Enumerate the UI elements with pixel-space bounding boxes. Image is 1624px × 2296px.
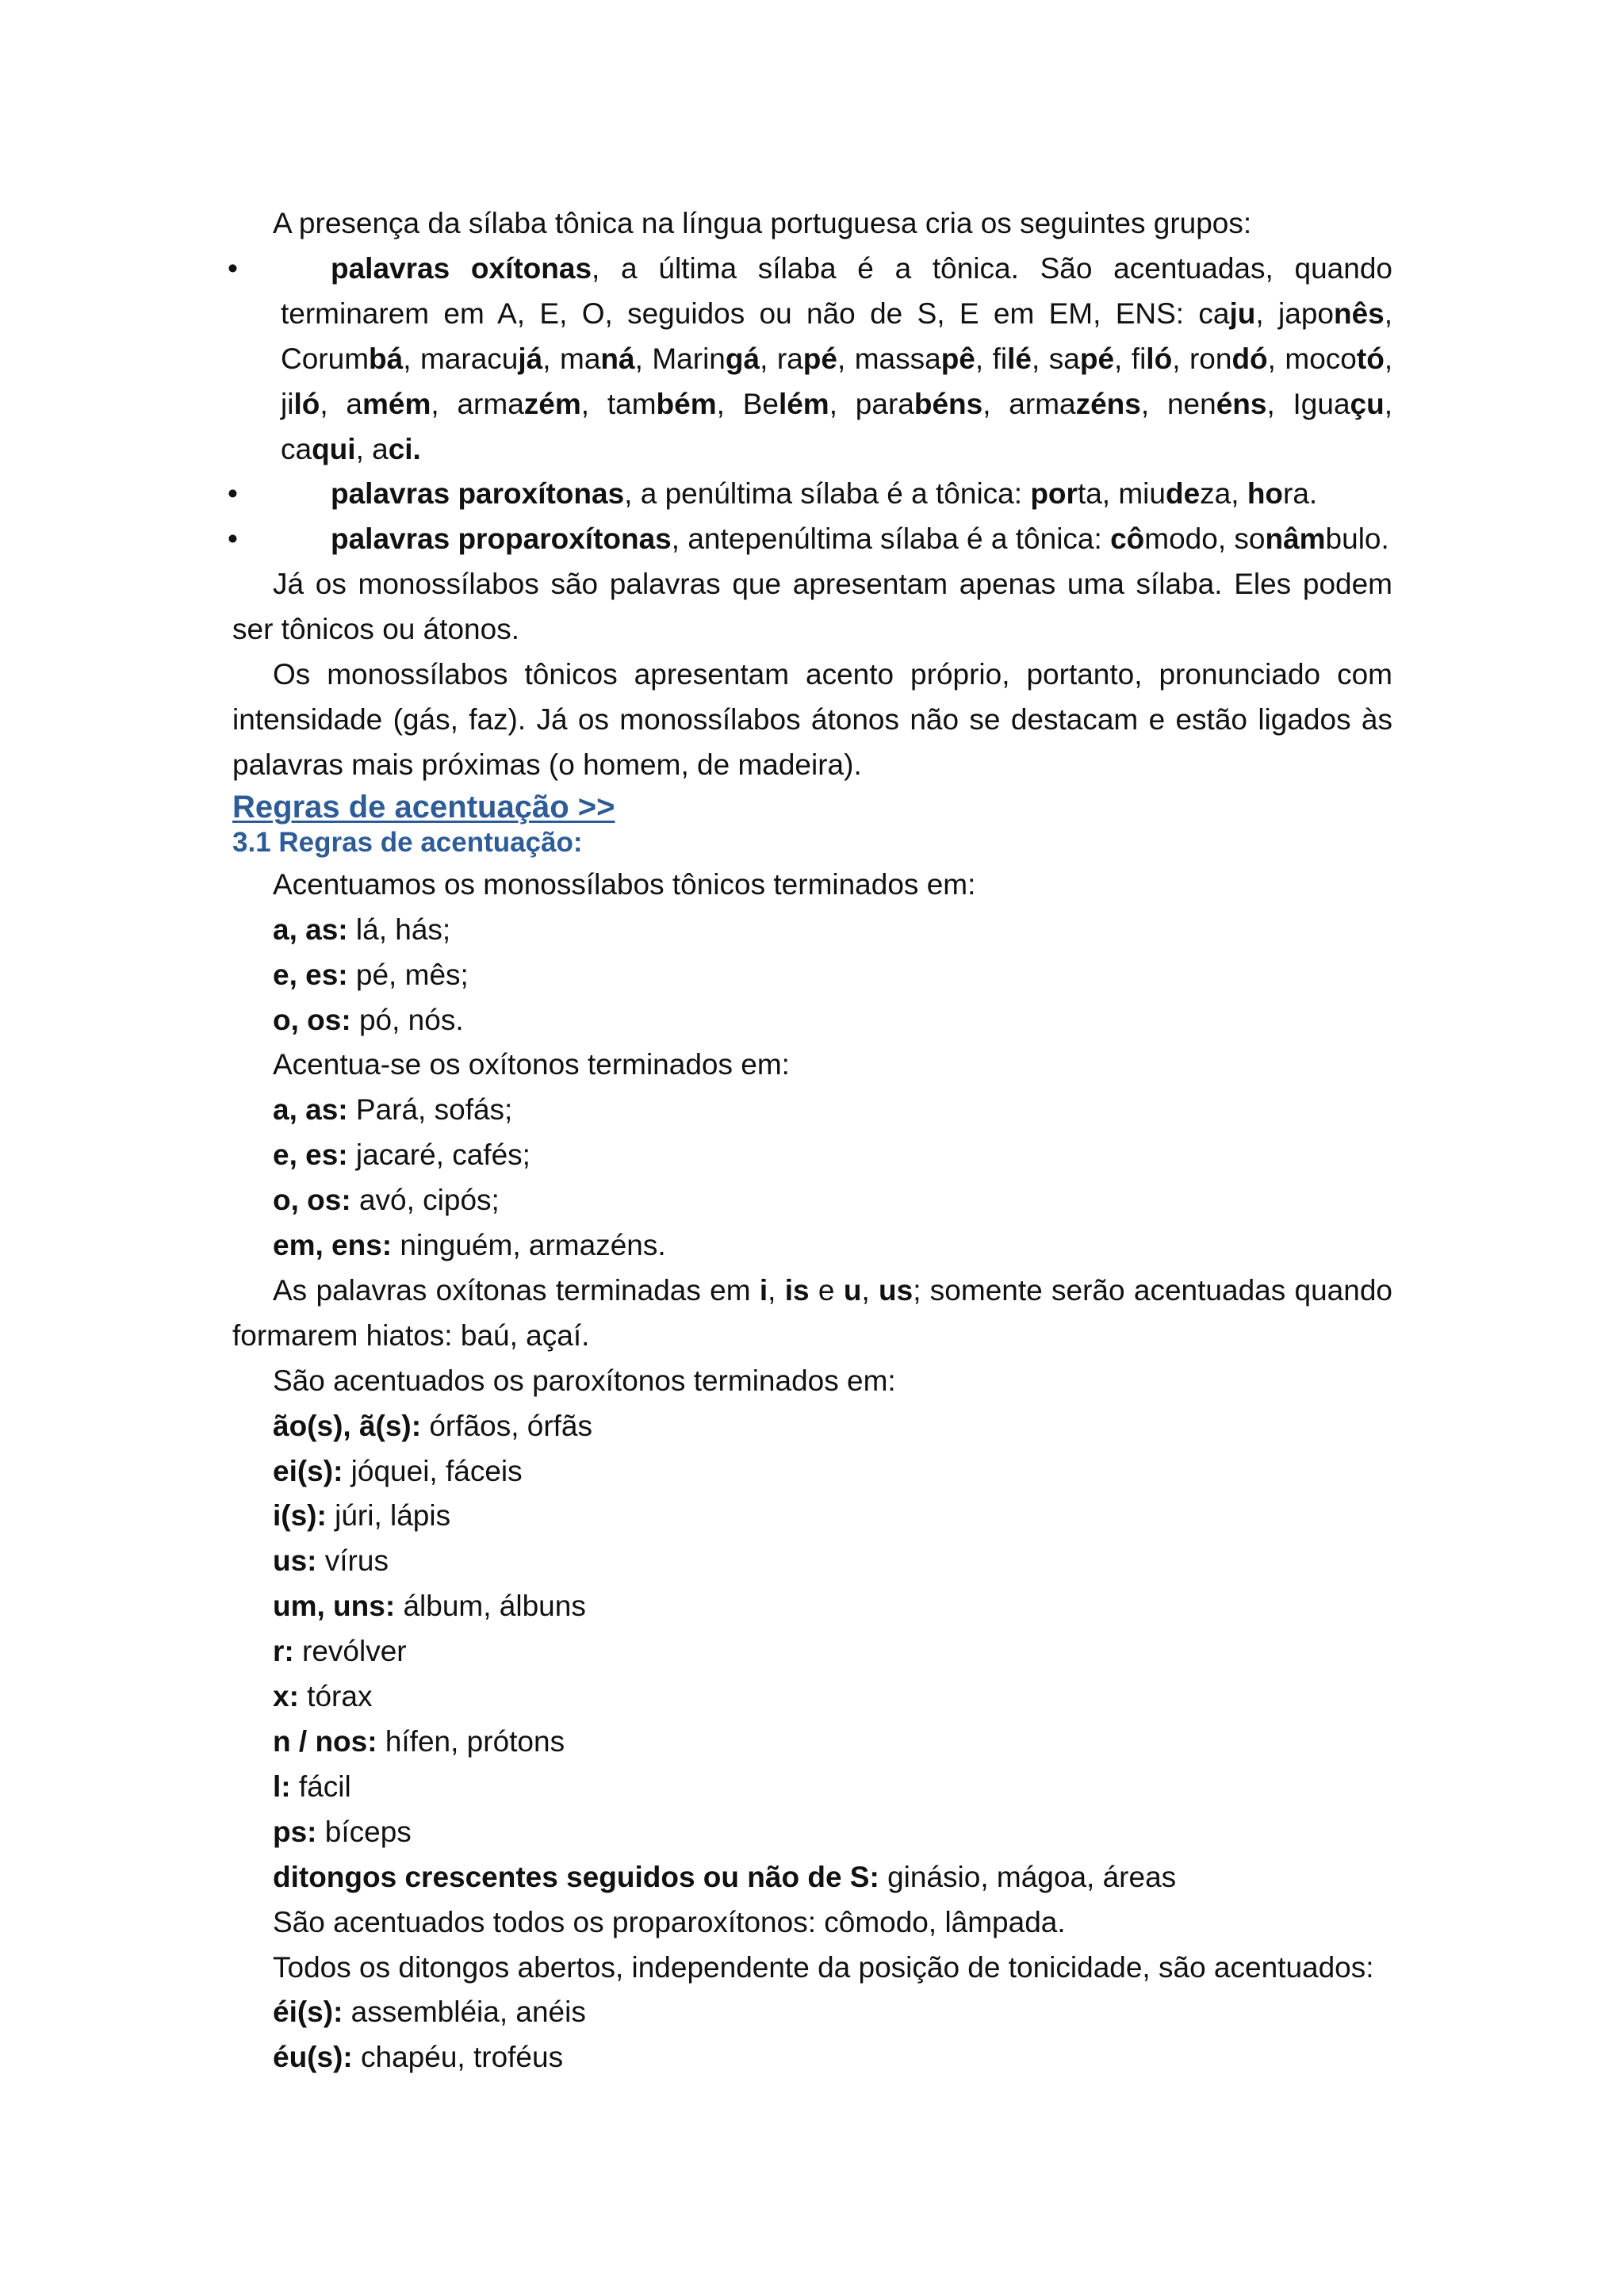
stressed-syllable: dó <box>1231 342 1268 375</box>
mono-intro: Acentuamos os monossílabos tônicos terminados em: <box>273 867 976 901</box>
example-word <box>281 433 356 465</box>
syllable: ca <box>281 432 312 465</box>
rule-examples: vírus <box>316 1544 389 1578</box>
rule-label: o, os: <box>273 1184 351 1217</box>
rule-line <box>232 1539 1392 1584</box>
rule-label: ei(s): <box>273 1454 343 1487</box>
stressed-syllable: zém <box>523 387 581 420</box>
syllable: miu <box>1118 477 1166 511</box>
rule-label: éu(s): <box>273 2041 353 2074</box>
syllable: maracu <box>419 342 519 375</box>
rule-line <box>232 1855 1392 1900</box>
ditongos-intro: Todos os ditongos abertos, independente da posição de tonicidade, são acentuados: <box>273 1950 1374 1984</box>
stressed-syllable: mém <box>362 387 431 420</box>
example-word <box>1247 477 1317 510</box>
syllable: arma <box>1009 387 1076 420</box>
example-word <box>993 342 1032 375</box>
rule-line <box>232 1629 1392 1674</box>
stressed-syllable: ná <box>600 342 635 375</box>
example-word <box>1198 297 1255 330</box>
rule-label: ão(s), ã(s): <box>273 1409 422 1442</box>
syllable: ji <box>281 387 294 420</box>
syllable: tam <box>607 387 657 420</box>
rule-examples: jacaré, cafés; <box>347 1138 530 1172</box>
monossilabos-tonicos-paragraph: Os monossílabos tônicos apresentam acento próprio, portanto, pronunciado com intensidade (gás, faz). Já os monossílabos átonos não se destacam e estão ligados às palavras mais próximas (o homem, de madeira). <box>232 658 1392 781</box>
example-word <box>372 433 421 465</box>
hiatos-paragraph <box>232 1269 1392 1359</box>
syllable: arma <box>457 387 524 420</box>
syllable: nen <box>1166 387 1216 420</box>
stressed-syllable: bá <box>369 342 404 375</box>
intro-paragraph: A presença da sílaba tônica na língua portuguesa cria os seguintes grupos: <box>273 207 1252 239</box>
rule-label: um, uns: <box>273 1590 396 1623</box>
bullet-icon: • <box>228 477 238 511</box>
rule-examples: avó, cipós; <box>350 1184 500 1217</box>
example-word <box>1110 522 1218 555</box>
rule-label: ditongos crescentes seguidos ou não de S: <box>273 1860 879 1893</box>
rule-label: l: <box>273 1770 291 1803</box>
list-item-oxitonas <box>228 247 1393 473</box>
term: palavras oxítonas <box>331 251 592 285</box>
stressed-syllable: já <box>518 342 543 375</box>
rule-examples: órfãos, órfãs <box>421 1409 593 1442</box>
rule-line <box>232 1494 1392 1539</box>
stressed-syllable: ló <box>1146 342 1173 375</box>
example-word <box>1009 388 1141 420</box>
syllable: Igua <box>1293 387 1350 420</box>
rule-line <box>232 908 1392 953</box>
stressed-syllable: zéns <box>1075 387 1141 420</box>
rule-examples: pé, mês; <box>347 958 469 991</box>
text-run: ; somente serão acentuadas quando formarem hiatos: baú, açaí. <box>232 1273 1392 1352</box>
paroxi-rules <box>232 1404 1392 1900</box>
rule-examples: ginásio, mágoa, áreas <box>879 1860 1177 1893</box>
text-run: e <box>809 1273 844 1307</box>
example-word <box>1167 388 1267 420</box>
rule-examples: fácil <box>290 1770 351 1803</box>
syllable: so <box>1234 522 1266 556</box>
stressed-syllable: gá <box>725 342 760 375</box>
rule-label: em, ens: <box>273 1229 393 1262</box>
stressed-syllable: ho <box>1247 477 1284 511</box>
stressed-syllable: ló <box>293 387 320 420</box>
rule-line <box>232 1404 1392 1449</box>
example-word <box>1132 342 1172 375</box>
example-word <box>1234 522 1388 555</box>
syllable: bulo. <box>1325 522 1389 556</box>
stressed-syllable: nês <box>1333 297 1385 330</box>
examples: caju, japonês, Corumbá, maracujá, maná, Maringá, rapé, massapê, filé, sapé, filó, rondó, mocotó, jiló, amém, armazém, também, Belém, parabéns, armazéns, nenéns, Iguaçu, caqui, aci. <box>281 297 1393 465</box>
rule-examples: álbum, álbuns <box>395 1590 586 1623</box>
stressed-syllable: bém <box>656 387 717 420</box>
syllable: fi <box>1131 342 1147 375</box>
term-description: , a penúltima sílaba é a tônica: <box>624 477 1031 511</box>
rule-examples: hífen, prótons <box>377 1725 565 1758</box>
word-groups-list <box>228 247 1393 562</box>
syllable: ma <box>560 342 601 375</box>
syllable: ra <box>776 342 803 375</box>
example-word <box>1285 342 1384 375</box>
syllable: ron <box>1189 342 1232 375</box>
syllable: fi <box>992 342 1008 375</box>
section-subheading: 3.1 Regras de acentuação: <box>232 826 583 858</box>
rule-label: x: <box>273 1680 299 1713</box>
stressed-syllable: tó <box>1356 342 1385 375</box>
syllable: Marin <box>652 342 726 375</box>
examples: cômodo, sonâmbulo. <box>1110 522 1389 556</box>
oxi-intro: Acentua-se os oxítonos terminados em: <box>273 1048 790 1081</box>
syllable: ca <box>1198 297 1230 330</box>
example-word <box>346 388 431 420</box>
rule-label: e, es: <box>273 1138 348 1172</box>
proparoxi-paragraph: São acentuados todos os proparoxítonos: cômodo, lâmpada. <box>273 1905 1066 1938</box>
rule-examples: lá, hás; <box>347 913 451 946</box>
term: palavras paroxítonas <box>331 477 625 511</box>
example-word <box>1030 477 1101 510</box>
syllable: modo <box>1144 522 1218 556</box>
rule-label: a, as: <box>273 913 348 946</box>
term: palavras proparoxítonas <box>331 522 672 556</box>
rule-label: o, os: <box>273 1003 351 1036</box>
rule-label: e, es: <box>273 958 348 991</box>
rule-line <box>232 1810 1392 1855</box>
examples: porta, miudeza, hora. <box>1030 477 1318 511</box>
rule-examples: revólver <box>293 1635 407 1668</box>
syllable: para <box>855 387 914 420</box>
paroxi-intro: São acentuados os paroxítonos terminados em: <box>273 1364 896 1397</box>
syllable: a <box>372 432 389 465</box>
rule-line <box>232 1990 1392 2035</box>
ditongos-rules <box>232 1990 1392 2080</box>
rule-examples: jóquei, fáceis <box>343 1454 523 1487</box>
stressed-syllable: éns <box>1216 387 1267 420</box>
example-word <box>1278 297 1385 330</box>
term-description: , a última sílaba é a tônica. São acentuadas, quando terminarem em A, E, O, seguidos ou não de S, E em EM, ENS: <box>281 251 1392 330</box>
rule-examples: pó, nós. <box>350 1003 464 1036</box>
rule-line <box>232 2035 1392 2080</box>
example-word <box>855 342 975 375</box>
monossilabos-paragraph: Já os monossílabos são palavras que apresentam apenas uma sílaba. Eles podem ser tônicos ou átonos. <box>232 568 1392 646</box>
example-word <box>420 342 542 375</box>
rule-line <box>232 1765 1392 1810</box>
example-word <box>1189 342 1268 375</box>
term-description: , antepenúltima sílaba é a tônica: <box>671 522 1111 556</box>
syllable: Be <box>742 387 779 420</box>
oxi-rules <box>232 1088 1392 1269</box>
rule-label: a, as: <box>273 1093 348 1127</box>
bold-run: us <box>879 1273 914 1307</box>
example-word <box>743 388 829 420</box>
rule-line <box>232 1584 1392 1629</box>
stressed-syllable: qui <box>312 432 356 465</box>
rule-label: n / nos: <box>273 1725 377 1758</box>
stressed-syllable: nâm <box>1265 522 1326 556</box>
bullet-icon: • <box>228 522 238 556</box>
rule-line <box>232 1088 1392 1133</box>
stressed-syllable: ju <box>1229 297 1256 330</box>
bold-run: i <box>759 1273 768 1307</box>
text-run: , <box>768 1273 785 1307</box>
rule-label: éi(s): <box>273 1996 343 2029</box>
syllable: za <box>1200 477 1231 511</box>
text-run: As palavras oxítonas terminadas em <box>273 1273 760 1307</box>
syllable: Corum <box>281 342 370 375</box>
stressed-syllable: cô <box>1110 522 1145 556</box>
rule-line <box>232 1178 1392 1223</box>
rule-examples: bíceps <box>316 1815 412 1848</box>
example-word <box>856 388 982 420</box>
example-word <box>1293 388 1385 420</box>
example-word <box>281 342 403 375</box>
rule-label: ps: <box>273 1815 317 1848</box>
rule-examples: júri, lápis <box>326 1499 451 1533</box>
section-heading-link[interactable]: Regras de acentuação >> <box>232 789 615 825</box>
syllable: a <box>346 387 362 420</box>
syllable: ra. <box>1283 477 1318 511</box>
rule-examples: chapéu, troféus <box>352 2041 564 2074</box>
rule-line <box>232 1449 1392 1494</box>
bullet-icon: • <box>228 251 238 285</box>
document-body <box>228 201 1393 2080</box>
stressed-syllable: ci. <box>388 432 421 465</box>
stressed-syllable: pé <box>1079 342 1115 375</box>
rule-examples: assembléia, anéis <box>343 1996 586 2029</box>
example-word <box>457 388 580 420</box>
stressed-syllable: lém <box>778 387 829 420</box>
stressed-syllable: çu <box>1350 387 1385 420</box>
example-word <box>652 342 760 375</box>
rule-line <box>232 1133 1392 1178</box>
rule-label: r: <box>273 1635 294 1668</box>
mono-rules <box>232 908 1392 1043</box>
stressed-syllable: béns <box>914 387 983 420</box>
example-word <box>560 342 635 375</box>
syllable: sa <box>1048 342 1080 375</box>
example-word <box>281 388 320 420</box>
stressed-syllable: lé <box>1007 342 1032 375</box>
rule-line <box>232 1674 1392 1720</box>
example-word <box>1118 477 1231 510</box>
stressed-syllable: de <box>1165 477 1201 511</box>
stressed-syllable: pê <box>940 342 975 375</box>
rule-label: us: <box>273 1544 317 1578</box>
example-word <box>777 342 837 375</box>
rule-examples: ninguém, armazéns. <box>392 1229 666 1262</box>
syllable: japo <box>1278 297 1334 330</box>
rule-line <box>232 1223 1392 1269</box>
rule-line <box>232 1720 1392 1765</box>
stressed-syllable: por <box>1030 477 1078 511</box>
rule-examples: Pará, sofás; <box>347 1093 513 1127</box>
example-word <box>1049 342 1114 375</box>
rule-line <box>232 998 1392 1043</box>
rule-label: i(s): <box>273 1499 327 1533</box>
stressed-syllable: pé <box>802 342 837 375</box>
syllable: ta <box>1077 477 1102 511</box>
bold-run: u <box>843 1273 862 1307</box>
bold-run: is <box>784 1273 810 1307</box>
list-item-paroxitonas <box>228 472 1392 517</box>
syllable: moco <box>1285 342 1357 375</box>
example-word <box>607 388 717 420</box>
syllable: massa <box>854 342 941 375</box>
text-run: , <box>861 1273 879 1307</box>
rule-examples: tórax <box>298 1680 373 1713</box>
rule-line <box>232 953 1392 998</box>
list-item-proparoxitonas <box>228 517 1392 562</box>
